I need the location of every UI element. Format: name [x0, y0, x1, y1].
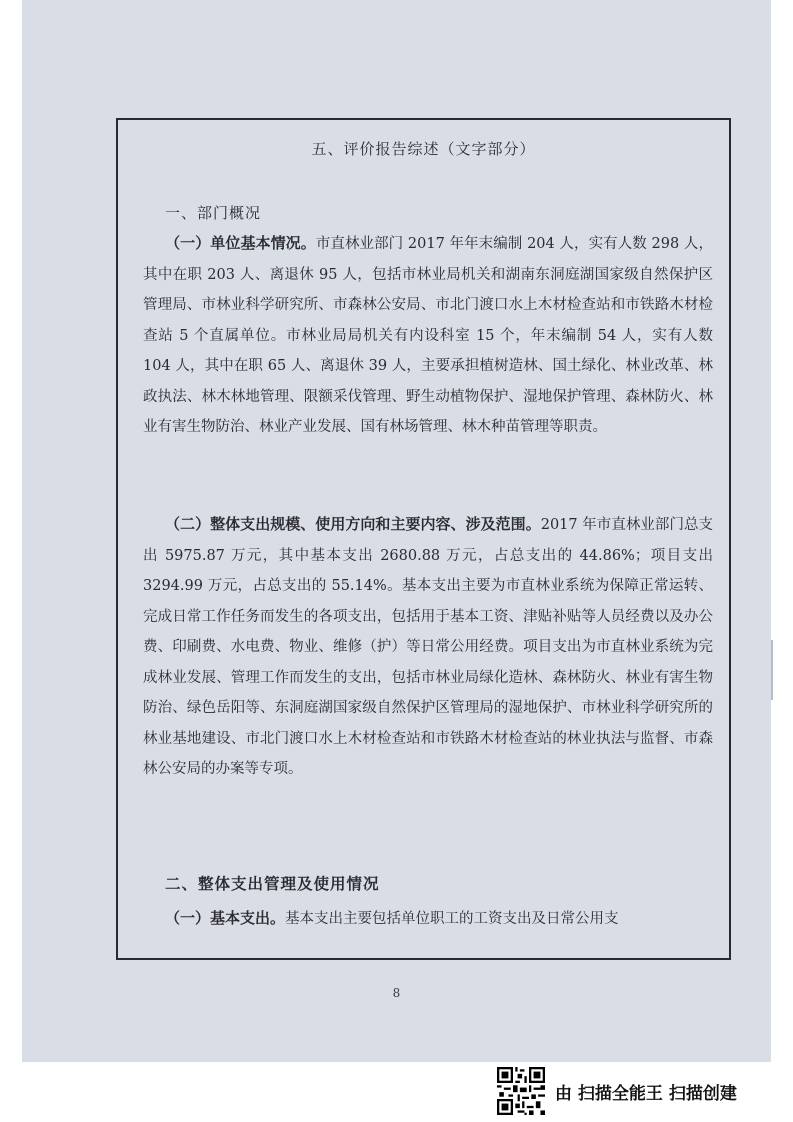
para1-text: 市直林业部门 2017 年年末编制 204 人，实有人数 298 人，其中在职 203 人、离退休 95 人，包括市林业局机关和湖南东洞庭湖国家级自然保护区管理局、市林业科学研究所、市森林公安局、市北门渡口水上木材检查站和市铁路木材检查站 5 个直属单位。市林业局局机关有内设科室 15 个，年末编制 54 人，实有人数 104 人，其中在职 65 人、离退休 39 人，主要承担植树造林、国土绿化、林业改革、林政执法、林木林地管理、限额采伐管理、野生动植物保护、湿地保护管理、森林防火、林业有害生物防治、林业产业发展、国有林场管理、林木种苗管理等职责。: [143, 236, 713, 435]
part2-heading: 二、整体支出管理及使用情况: [165, 874, 380, 893]
part2-para1-label: （一）基本支出。: [165, 909, 286, 927]
scan-artifact: [771, 640, 773, 700]
report-frame: [116, 118, 731, 960]
part1-paragraph2: [143, 509, 713, 785]
watermark-text: 由 扫描全能王 扫描创建: [555, 1083, 737, 1104]
qr-code-icon: [497, 1067, 545, 1115]
part2-paragraph1: [143, 903, 713, 935]
section-title: 五、评价报告综述（文字部分）: [311, 140, 536, 158]
scanner-watermark: [497, 1066, 737, 1116]
para2-label: （二）整体支出规模、使用方向和主要内容、涉及范围。: [165, 515, 541, 533]
part2-para1-text: 基本支出主要包括单位职工的工资支出及日常公用支: [285, 911, 619, 927]
part1-heading: 一、部门概况: [165, 204, 262, 222]
page-number: 8: [392, 986, 401, 1000]
para1-label: （一）单位基本情况。: [165, 234, 316, 252]
para2-text: 2017 年市直林业部门总支出 5975.87 万元，其中基本支出 2680.88 万元，占总支出的 44.86%；项目支出 3294.99 万元，占总支出的 55.14%。基本支出主要为市直林业系统为保障正常运转、完成日常工作任务而发生的各项支出，包括用于基本工资、津贴补贴等人员经费以及办公费、印刷费、水电费、物业、维修（护）等日常公用经费。项目支出为市直林业系统为完成林业发展、管理工作而发生的支出，包括市林业局绿化造林、森林防火、林业有害生物防治、绿色岳阳等、东洞庭湖国家级自然保护区管理局的湿地保护、市林业科学研究所的林业基地建设、市北门渡口水上木材检查站和市铁路木材检查站的林业执法与监督、市森林公安局的办案等专项。: [143, 517, 713, 777]
part1-paragraph1: [143, 228, 713, 443]
